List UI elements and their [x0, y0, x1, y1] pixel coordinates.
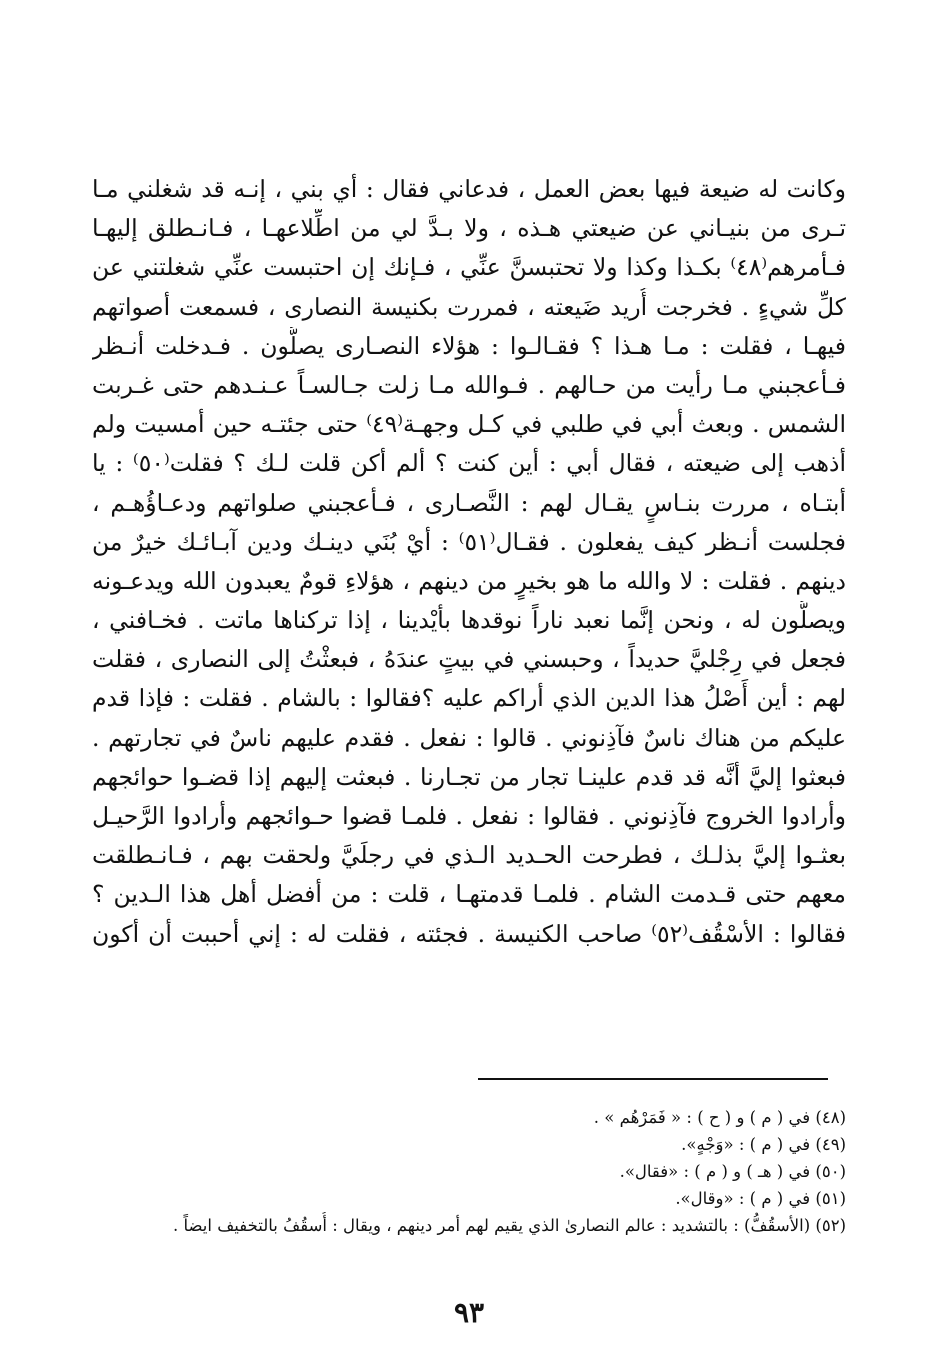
text-line: كلِّ شيءٍ . فخرجت أُريد ضَيعته ، فمررت بكنيسة النصارى ، فسمعت أصواتهم	[92, 292, 846, 321]
text-line: فـأعجبني مـا رأيت من حـالهم . فـوالله مـا زلت جـالسـاً عـنـدهم حتى غـربت	[92, 370, 846, 399]
text-line: فجعل في رِجْليَّ حديداً ، وحبسني في بيتٍ عندَهُ ، فبعثْتُ إلى النصارى ، فقلت	[92, 645, 846, 674]
main-text-block	[92, 170, 846, 954]
page-number: ٩٣	[453, 1296, 485, 1329]
footnote-49: (٤٩) في ( م ) : «وَجْهٍ».	[681, 1135, 846, 1154]
footnote-51: (٥١) في ( م ) : «وقال».	[675, 1189, 846, 1208]
text-line: الشمس . وبعث أبي في طلبي في كـل وجهـة⁽٤٩⁾ حتى جئتـه حين أمسيت ولم	[92, 410, 846, 439]
footnotes-block	[92, 1104, 846, 1239]
text-line: فجلست أنـظر كيف يفعلون . فقـال⁽٥١⁾ : أيْ بُنَي دينـك ودين آبـائـك خيرٌ من	[92, 527, 846, 556]
text-line: فـأمرهم⁽٤٨⁾ بكـذا وكذا ولا تحتبسنَّ عنِّي ، فـإنك إن احتبست عنِّي شغلتني عن	[92, 253, 846, 282]
text-line: فيهـا ، فقلت : مـا هـذا ؟ فقـالـوا : هؤلاء النصـارى يصلُّون . فـدخلت أنـظر	[92, 331, 846, 360]
text-line: وكانت له ضيعة فيها بعض العمل ، فدعاني فقال : أي بني ، إنـه قد شغلني مـا	[92, 175, 846, 203]
text-line: بعثـوا إليَّ بذلـك ، فطرحت الحـديد الـذي في رجلَيَّ ولحقت بهم ، فـانـطلقت	[92, 841, 846, 870]
text-line: أذهب إلى ضيعته ، فقال أبي : أين كنت ؟ ألم أكن قلت لـك ؟ فقلت⁽٥٠⁾ : يا	[92, 449, 846, 478]
text-line: عليكم من هناك ناسٌ فآذِنوني . قالوا : نفعل . فقدم عليهم ناسٌ في تجارتهم .	[92, 723, 846, 752]
footnote-48: (٤٨) في ( م ) و ( ح ) : « فَمَرْهُم » .	[593, 1108, 846, 1127]
text-line: لهم : أين أَصْلُ هذا الدين الذي أراكم عليه ؟فقالوا : بالشام . فقلت : فإذا قدم	[92, 684, 846, 713]
text-line: معهم حتى قـدمت الشام . فلمـا قدمتهـا ، قلت : من أفضل أهل هذا الـدين ؟	[92, 880, 846, 909]
text-line: تـرى من بنيـاني عن ضيعتي هـذه ، ولا بـدَّ لي من اطِّلاعهـا ، فـانـطلق إليهـا	[92, 214, 846, 243]
footnote-52: (٥٢) (الأسقُفُّ) : بالتشديد : عالم النصارىٰ الذي يقيم لهم أمر دينهم ، ويقال : أُسقُفُ بالتخفيف ايضاً .	[172, 1216, 846, 1235]
text-line: أبتـاه ، مررت بنـاسٍ يقـال لهم : النَّصـارى ، فـأعجبني صلواتهم ودعـاؤُهـم ،	[92, 488, 846, 517]
footnote-divider	[478, 1078, 828, 1080]
text-line: دينهم . فقلت : لا والله ما هو بخيرٍ من دينهم ، هؤلاءِ قومٌ يعبدون الله ويدعـونه	[92, 566, 846, 595]
text-line: وأرادوا الخروج فآذِنوني . فقالوا : نفعل . فلمـا قضوا حـوائجهم وأرادوا الرَّحيـل	[92, 802, 846, 830]
text-line: فبعثوا إليَّ أنَّه قد قدم علينـا تجار من تجـارنا . فبعثت إليهم إذا قضـوا حوائجهم	[92, 762, 846, 791]
footnote-50: (٥٠) في ( هـ ) و ( م ) : «فقال».	[619, 1162, 846, 1181]
text-line: فقالوا : الأسْقُف⁽٥٢⁾ صاحب الكنيسة . فجئته ، فقلت له : إني أحببت أن أكون	[92, 919, 846, 948]
text-line: ويصلُّون له ، ونحن إنَّما نعبد ناراً نوقدها بأيْدينا ، إذا تركناها ماتت . فخـافني ،	[92, 606, 846, 635]
